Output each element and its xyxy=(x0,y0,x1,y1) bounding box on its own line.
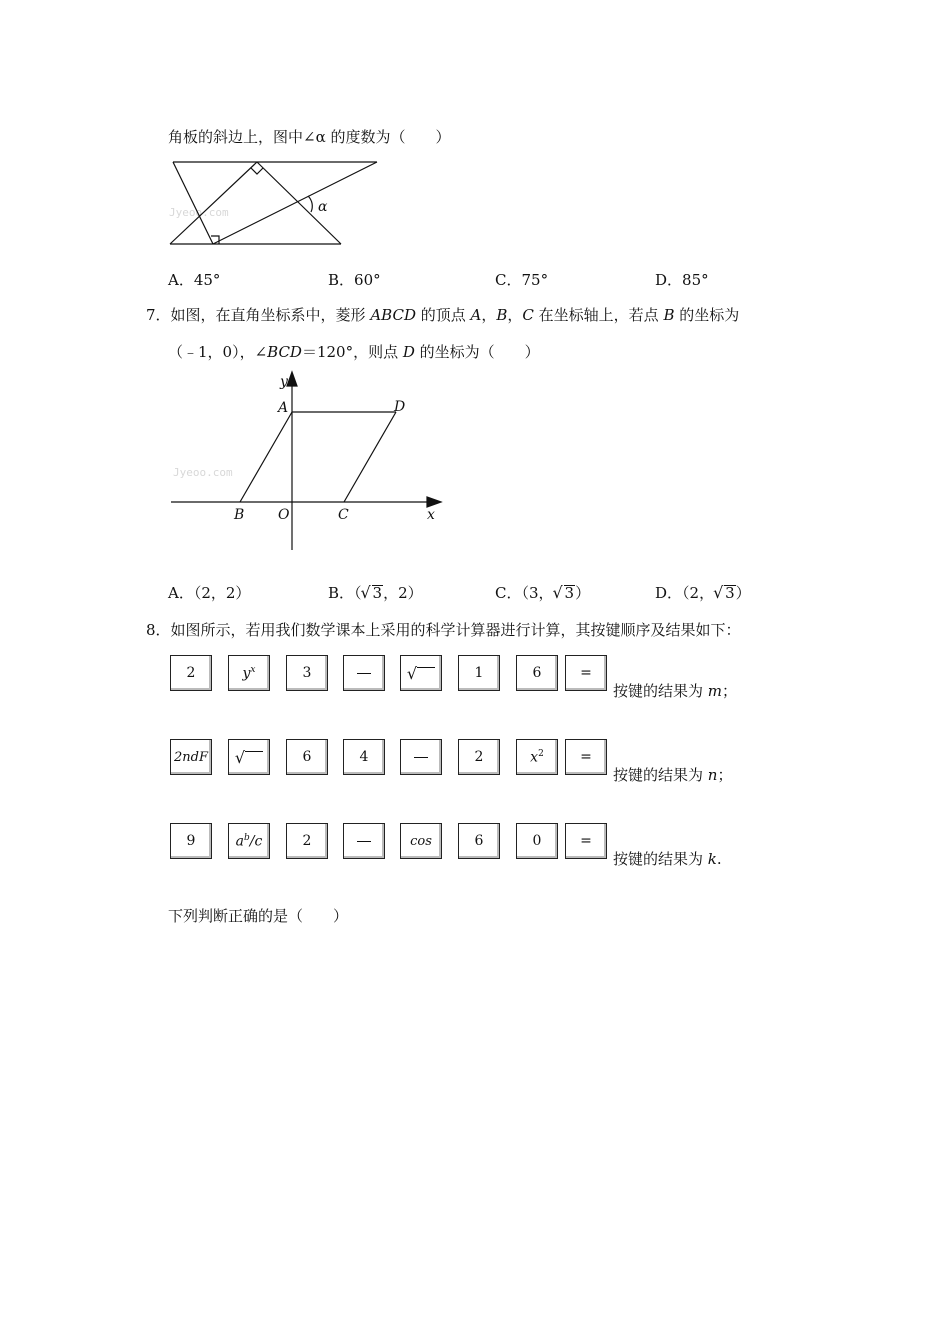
key-minus[interactable] xyxy=(343,655,385,691)
sqrt-icon: √ xyxy=(407,664,435,683)
point-o-label: O xyxy=(278,507,290,523)
q7-option-b[interactable]: B．（√ 3，2） xyxy=(328,582,423,603)
key-2[interactable]: 2 xyxy=(286,823,328,859)
point-b-label: B xyxy=(234,507,245,523)
key-equals[interactable]: = xyxy=(565,823,607,859)
key-equals[interactable]: = xyxy=(565,739,607,775)
key-3[interactable]: 3 xyxy=(286,655,328,691)
key-y-power-x[interactable]: $y^x$ xyxy=(228,655,270,691)
row-1-result: 按键的结果为 m； xyxy=(613,682,738,700)
sqrt-icon: √ xyxy=(235,748,263,767)
key-minus[interactable] xyxy=(400,739,442,775)
axis-y-label: y xyxy=(280,374,288,390)
point-c-label: C xyxy=(338,507,349,523)
q7-option-d[interactable]: D．（2，√ 3） xyxy=(655,582,751,603)
q7-stem-line2: （﹣1，0），∠BCD＝120°，则点 D 的坐标为（ ） xyxy=(168,343,540,361)
q6-option-c[interactable]: C．75° xyxy=(495,271,549,289)
axis-x-label: x xyxy=(427,507,435,523)
key-6[interactable]: 6 xyxy=(458,823,500,859)
point-a-label: A xyxy=(278,400,289,416)
alpha-label: α xyxy=(318,199,328,215)
q6-triangle-figure xyxy=(165,158,385,250)
q8-question: 下列判断正确的是（ ） xyxy=(168,907,349,925)
sqrt-symbol: √ 3 xyxy=(554,584,576,602)
key-9[interactable]: 9 xyxy=(170,823,212,859)
key-cos[interactable]: cos xyxy=(400,823,442,859)
q6-text: 角板的斜边上，图中∠α 的度数为（ ） xyxy=(168,128,451,146)
minus-icon xyxy=(414,757,428,758)
q6-option-a[interactable]: A．45° xyxy=(168,271,221,289)
q7-option-c[interactable]: C．（3，√ 3） xyxy=(495,582,590,603)
q7-option-a[interactable]: A．（2，2） xyxy=(168,584,251,602)
key-4[interactable]: 4 xyxy=(343,739,385,775)
minus-icon xyxy=(357,841,371,842)
key-2[interactable]: 2 xyxy=(458,739,500,775)
key-sqrt[interactable] xyxy=(228,739,270,775)
key-2[interactable]: 2 xyxy=(170,655,212,691)
row-2-result: 按键的结果为 n； xyxy=(613,766,733,784)
sqrt-symbol: √ 3 xyxy=(362,584,384,602)
watermark: Jyeoo.com xyxy=(173,466,233,479)
sqrt-symbol: √ 3 xyxy=(714,584,736,602)
key-fraction[interactable]: $a^b/c$ xyxy=(228,823,270,859)
key-x-squared[interactable]: $x^2$ xyxy=(516,739,558,775)
watermark: Jyeoo.com xyxy=(169,206,229,219)
key-sqrt[interactable] xyxy=(400,655,442,691)
row-3-result: 按键的结果为 k. xyxy=(613,850,722,868)
minus-icon xyxy=(357,673,371,674)
q8-stem: 8．如图所示，若用我们数学课本上采用的科学计算器进行计算，其按键顺序及结果如下： xyxy=(146,621,741,639)
point-d-label: D xyxy=(394,399,406,415)
key-minus[interactable] xyxy=(343,823,385,859)
key-6[interactable]: 6 xyxy=(286,739,328,775)
key-0[interactable]: 0 xyxy=(516,823,558,859)
key-2ndf[interactable]: 2ndF xyxy=(170,739,212,775)
q7-stem-line1: 7．如图，在直角坐标系中，菱形 ABCD 的顶点 A，B，C 在坐标轴上，若点 B 的坐标为 xyxy=(146,306,740,324)
q7-rhombus-figure xyxy=(165,370,450,555)
q6-option-d[interactable]: D．85° xyxy=(655,271,709,289)
key-equals[interactable]: = xyxy=(565,655,607,691)
key-6[interactable]: 6 xyxy=(516,655,558,691)
q6-option-b[interactable]: B．60° xyxy=(328,271,381,289)
key-1[interactable]: 1 xyxy=(458,655,500,691)
